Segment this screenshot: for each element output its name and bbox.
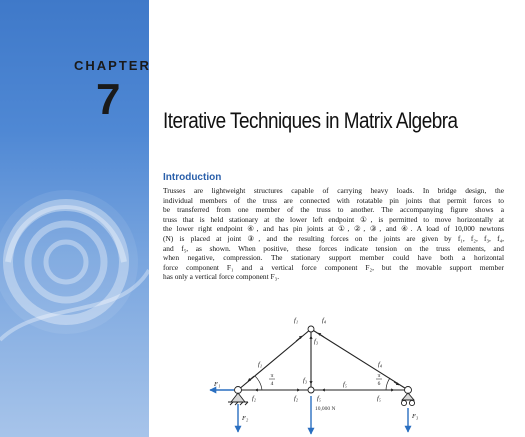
label-F2: F₂ <box>242 415 249 422</box>
member-right-diagonal <box>311 329 408 390</box>
label-f4-right: f₄ <box>378 361 383 368</box>
force-arrow <box>248 376 254 381</box>
label-f5-right: f₅ <box>343 381 348 388</box>
chapter-title: Iterative Techniques in Matrix Algebra <box>163 108 458 133</box>
paragraph-line: the lower right endpoint ④, and has pin joints at ①, ②, ③, and ④. A load of 10,000 newtons <box>163 224 504 234</box>
angle-arc-right <box>386 378 390 390</box>
member-left-diagonal <box>238 329 311 390</box>
label-f2-mid: f₂ <box>294 395 299 402</box>
label-F1: F₁ <box>214 381 221 388</box>
paragraph-line: has only a vertical force component F₃. <box>163 272 280 282</box>
paragraph-line: force component F₁ and a vertical force component F₂, but the movable support member <box>163 262 504 272</box>
label-f3-low: f₃ <box>303 377 308 384</box>
label-f1-left: f₁ <box>258 361 263 368</box>
label-f1-top: f₁ <box>294 317 299 324</box>
force-arrow <box>318 333 324 337</box>
angle-arc-left <box>255 376 262 390</box>
label-f3-top: f₃ <box>314 338 319 345</box>
angle-right-numerator: π <box>377 373 381 379</box>
joint-3 <box>308 387 314 393</box>
roller-support <box>401 393 414 406</box>
angle-left-denominator: 4 <box>270 381 274 387</box>
paragraph-line: Trusses are lightweight structures capable of carrying heavy loads. In bridge design, the <box>163 186 504 195</box>
paragraph-line: be transferred from one member of the truss to another. The accompanying figure shows a <box>163 205 504 215</box>
joint-2 <box>308 326 314 332</box>
angle-left-numerator: π <box>270 373 274 379</box>
paragraph-line: when negative, compression. The stationary support member could have both a horizontal <box>163 253 504 263</box>
label-F3: F₃ <box>412 413 419 420</box>
paragraph-line: truss that is held stationary at the lower left endpoint ①, is permitted to move horizontally at <box>163 214 504 224</box>
chapter-number: 7 <box>96 75 121 124</box>
section-heading: Introduction <box>163 172 222 183</box>
label-f5-low: f₅ <box>317 395 322 402</box>
paragraph-line: and f₅, as shown. When positive, these forces indicate tension on the truss elements, and <box>163 243 504 253</box>
truss-figure <box>200 312 430 437</box>
label-f5-end: f₅ <box>377 395 382 402</box>
truss-members <box>238 329 408 390</box>
angle-right-denominator: 6 <box>377 381 381 387</box>
intro-paragraph <box>163 186 504 282</box>
load-label: 10,000 N <box>315 406 336 412</box>
label-f4-top: f₄ <box>322 317 327 324</box>
label-f2-left: f₂ <box>252 395 257 402</box>
paragraph-line: (N) is placed at joint ③, and the resulting forces on the joints are given by f₁, f₂, f₃, f₄, <box>163 233 504 243</box>
paragraph-line: individual members of the truss are connected with rotatable pin joints that permit forces to <box>163 195 504 205</box>
chapter-label: CHAPTER <box>74 58 151 73</box>
force-arrow <box>296 336 302 341</box>
fixed-support <box>228 393 248 405</box>
